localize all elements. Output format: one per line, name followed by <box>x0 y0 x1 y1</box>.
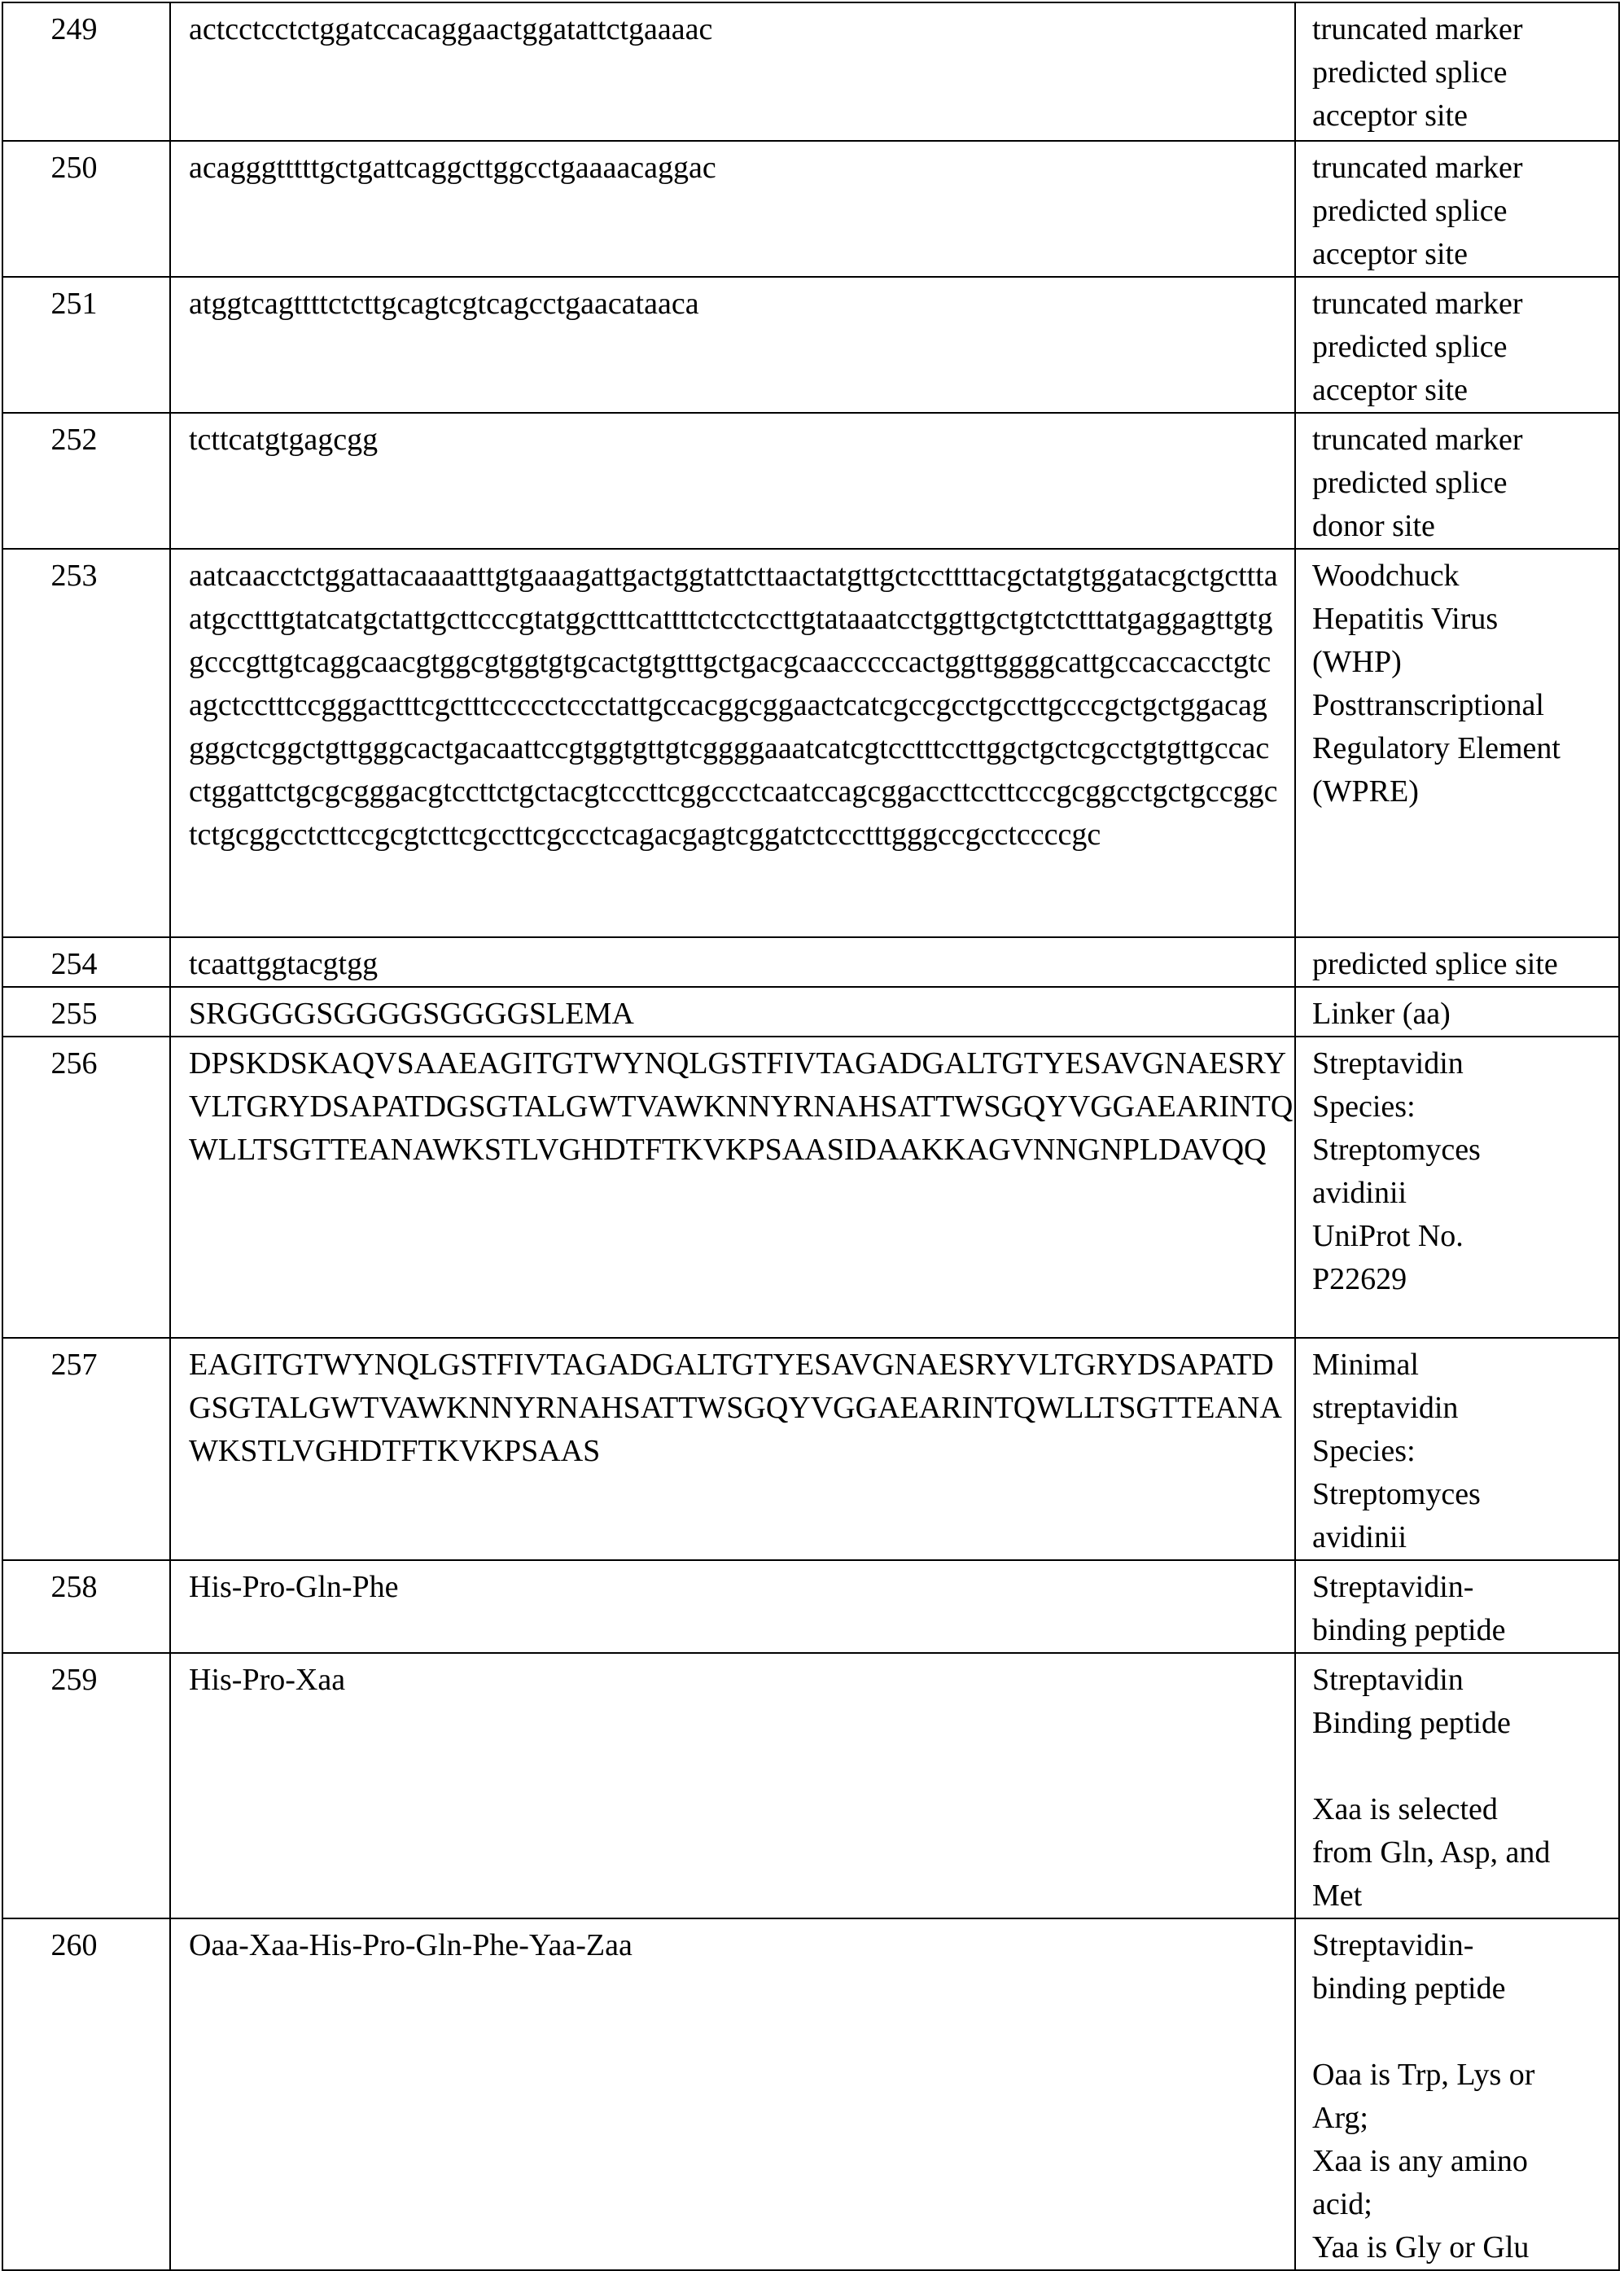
description-cell: Streptavidin Species: Streptomyces avidinii UniProt No. P22629 <box>1295 1037 1619 1338</box>
sequence-cell: atggtcagttttctcttgcagtcgtcagcctgaacataaca <box>170 277 1295 413</box>
table-row <box>2 1918 1619 2270</box>
sequence-cell: His-Pro-Gln-Phe <box>170 1560 1295 1653</box>
description-cell: truncated marker predicted splice acceptor site <box>1295 141 1619 277</box>
seq-id-number: 260 <box>2 1918 170 2270</box>
sequence-cell: tcaattggtacgtgg <box>170 937 1295 987</box>
sequence-table-body <box>2 2 1619 2270</box>
seq-id-number: 249 <box>2 2 170 141</box>
sequence-cell: SRGGGGSGGGGSGGGGSLEMA <box>170 987 1295 1037</box>
seq-id-number: 253 <box>2 549 170 937</box>
seq-id-number: 256 <box>2 1037 170 1338</box>
seq-id-number: 259 <box>2 1653 170 1918</box>
table-row <box>2 1653 1619 1918</box>
seq-id-number: 255 <box>2 987 170 1037</box>
table-row <box>2 937 1619 987</box>
table-row <box>2 413 1619 549</box>
description-cell: Streptavidin- binding peptide <box>1295 1560 1619 1653</box>
table-row <box>2 2 1619 141</box>
description-cell: predicted splice site <box>1295 937 1619 987</box>
seq-id-number: 257 <box>2 1338 170 1560</box>
description-cell: truncated marker predicted splice acceptor site <box>1295 2 1619 141</box>
description-cell: truncated marker predicted splice acceptor site <box>1295 277 1619 413</box>
sequence-cell: Oaa-Xaa-His-Pro-Gln-Phe-Yaa-Zaa <box>170 1918 1295 2270</box>
table-row <box>2 1037 1619 1338</box>
seq-id-number: 251 <box>2 277 170 413</box>
sequence-cell: aatcaacctctggattacaaaatttgtgaaagattgactggtattcttaactatgttgctccttttacgctatgtggatacgctgctttaatgcctttgtatcatgctattgcttcccgtatggctttcattttctcctccttgtataaatcctggttgctgtctctttatgaggagttgtggcccgttgtcaggcaacgtggcgtggtgtgcactgtgtttgctgacgcaacccccactggttggggcattgccaccacctgtcagctcctttccgggactttcgctttccccctccctattgccacggcggaactcatcgccgcctgccttgcccgctgctggacaggggctcggctgttgggcactgacaattccgtggtgttgtcggggaaatcatcgtcctttccttggctgctcgcctgtgttgccacctggattctgcgcgggacgtccttctgctacgtcccttcggccctcaatccagcggaccttccttcccgcggcctgctgccggctctgcggcctcttccgcgtcttcgccttcgccctcagacgagtcggatctccctttgggccgcctccccgc <box>170 549 1295 937</box>
sequence-cell: acagggtttttgctgattcaggcttggcctgaaaacaggac <box>170 141 1295 277</box>
sequence-cell: actcctcctctggatccacaggaactggatattctgaaaac <box>170 2 1295 141</box>
description-cell: Streptavidin Binding peptide Xaa is selected from Gln, Asp, and Met <box>1295 1653 1619 1918</box>
sequence-cell: DPSKDSKAQVSAAEAGITGTWYNQLGSTFIVTAGADGALTGTYESAVGNAESRYVLTGRYDSAPATDGSGTALGWTVAWKNNYRNAHSATTWSGQYVGGAEARINTQWLLTSGTTEANAWKSTLVGHDTFTKVKPSAASIDAAKKAGVNNGNPLDAVQQ <box>170 1037 1295 1338</box>
description-cell: truncated marker predicted splice donor site <box>1295 413 1619 549</box>
description-cell: Woodchuck Hepatitis Virus (WHP) Posttranscriptional Regulatory Element (WPRE) <box>1295 549 1619 937</box>
sequence-cell: tcttcatgtgagcgg <box>170 413 1295 549</box>
sequence-cell: EAGITGTWYNQLGSTFIVTAGADGALTGTYESAVGNAESRYVLTGRYDSAPATDGSGTALGWTVAWKNNYRNAHSATTWSGQYVGGAEARINTQWLLTSGTTEANAWKSTLVGHDTFTKVKPSAAS <box>170 1338 1295 1560</box>
sequence-cell: His-Pro-Xaa <box>170 1653 1295 1918</box>
description-cell: Linker (aa) <box>1295 987 1619 1037</box>
description-cell: Streptavidin- binding peptide Oaa is Trp, Lys or Arg; Xaa is any amino acid; Yaa is Gly or Glu <box>1295 1918 1619 2270</box>
seq-id-number: 258 <box>2 1560 170 1653</box>
seq-id-number: 254 <box>2 937 170 987</box>
table-row <box>2 1338 1619 1560</box>
table-row <box>2 277 1619 413</box>
seq-id-number: 252 <box>2 413 170 549</box>
table-row <box>2 141 1619 277</box>
sequence-table <box>2 2 1620 2271</box>
table-row <box>2 1560 1619 1653</box>
table-row <box>2 987 1619 1037</box>
description-cell: Minimal streptavidin Species: Streptomyces avidinii <box>1295 1338 1619 1560</box>
seq-id-number: 250 <box>2 141 170 277</box>
table-row <box>2 549 1619 937</box>
